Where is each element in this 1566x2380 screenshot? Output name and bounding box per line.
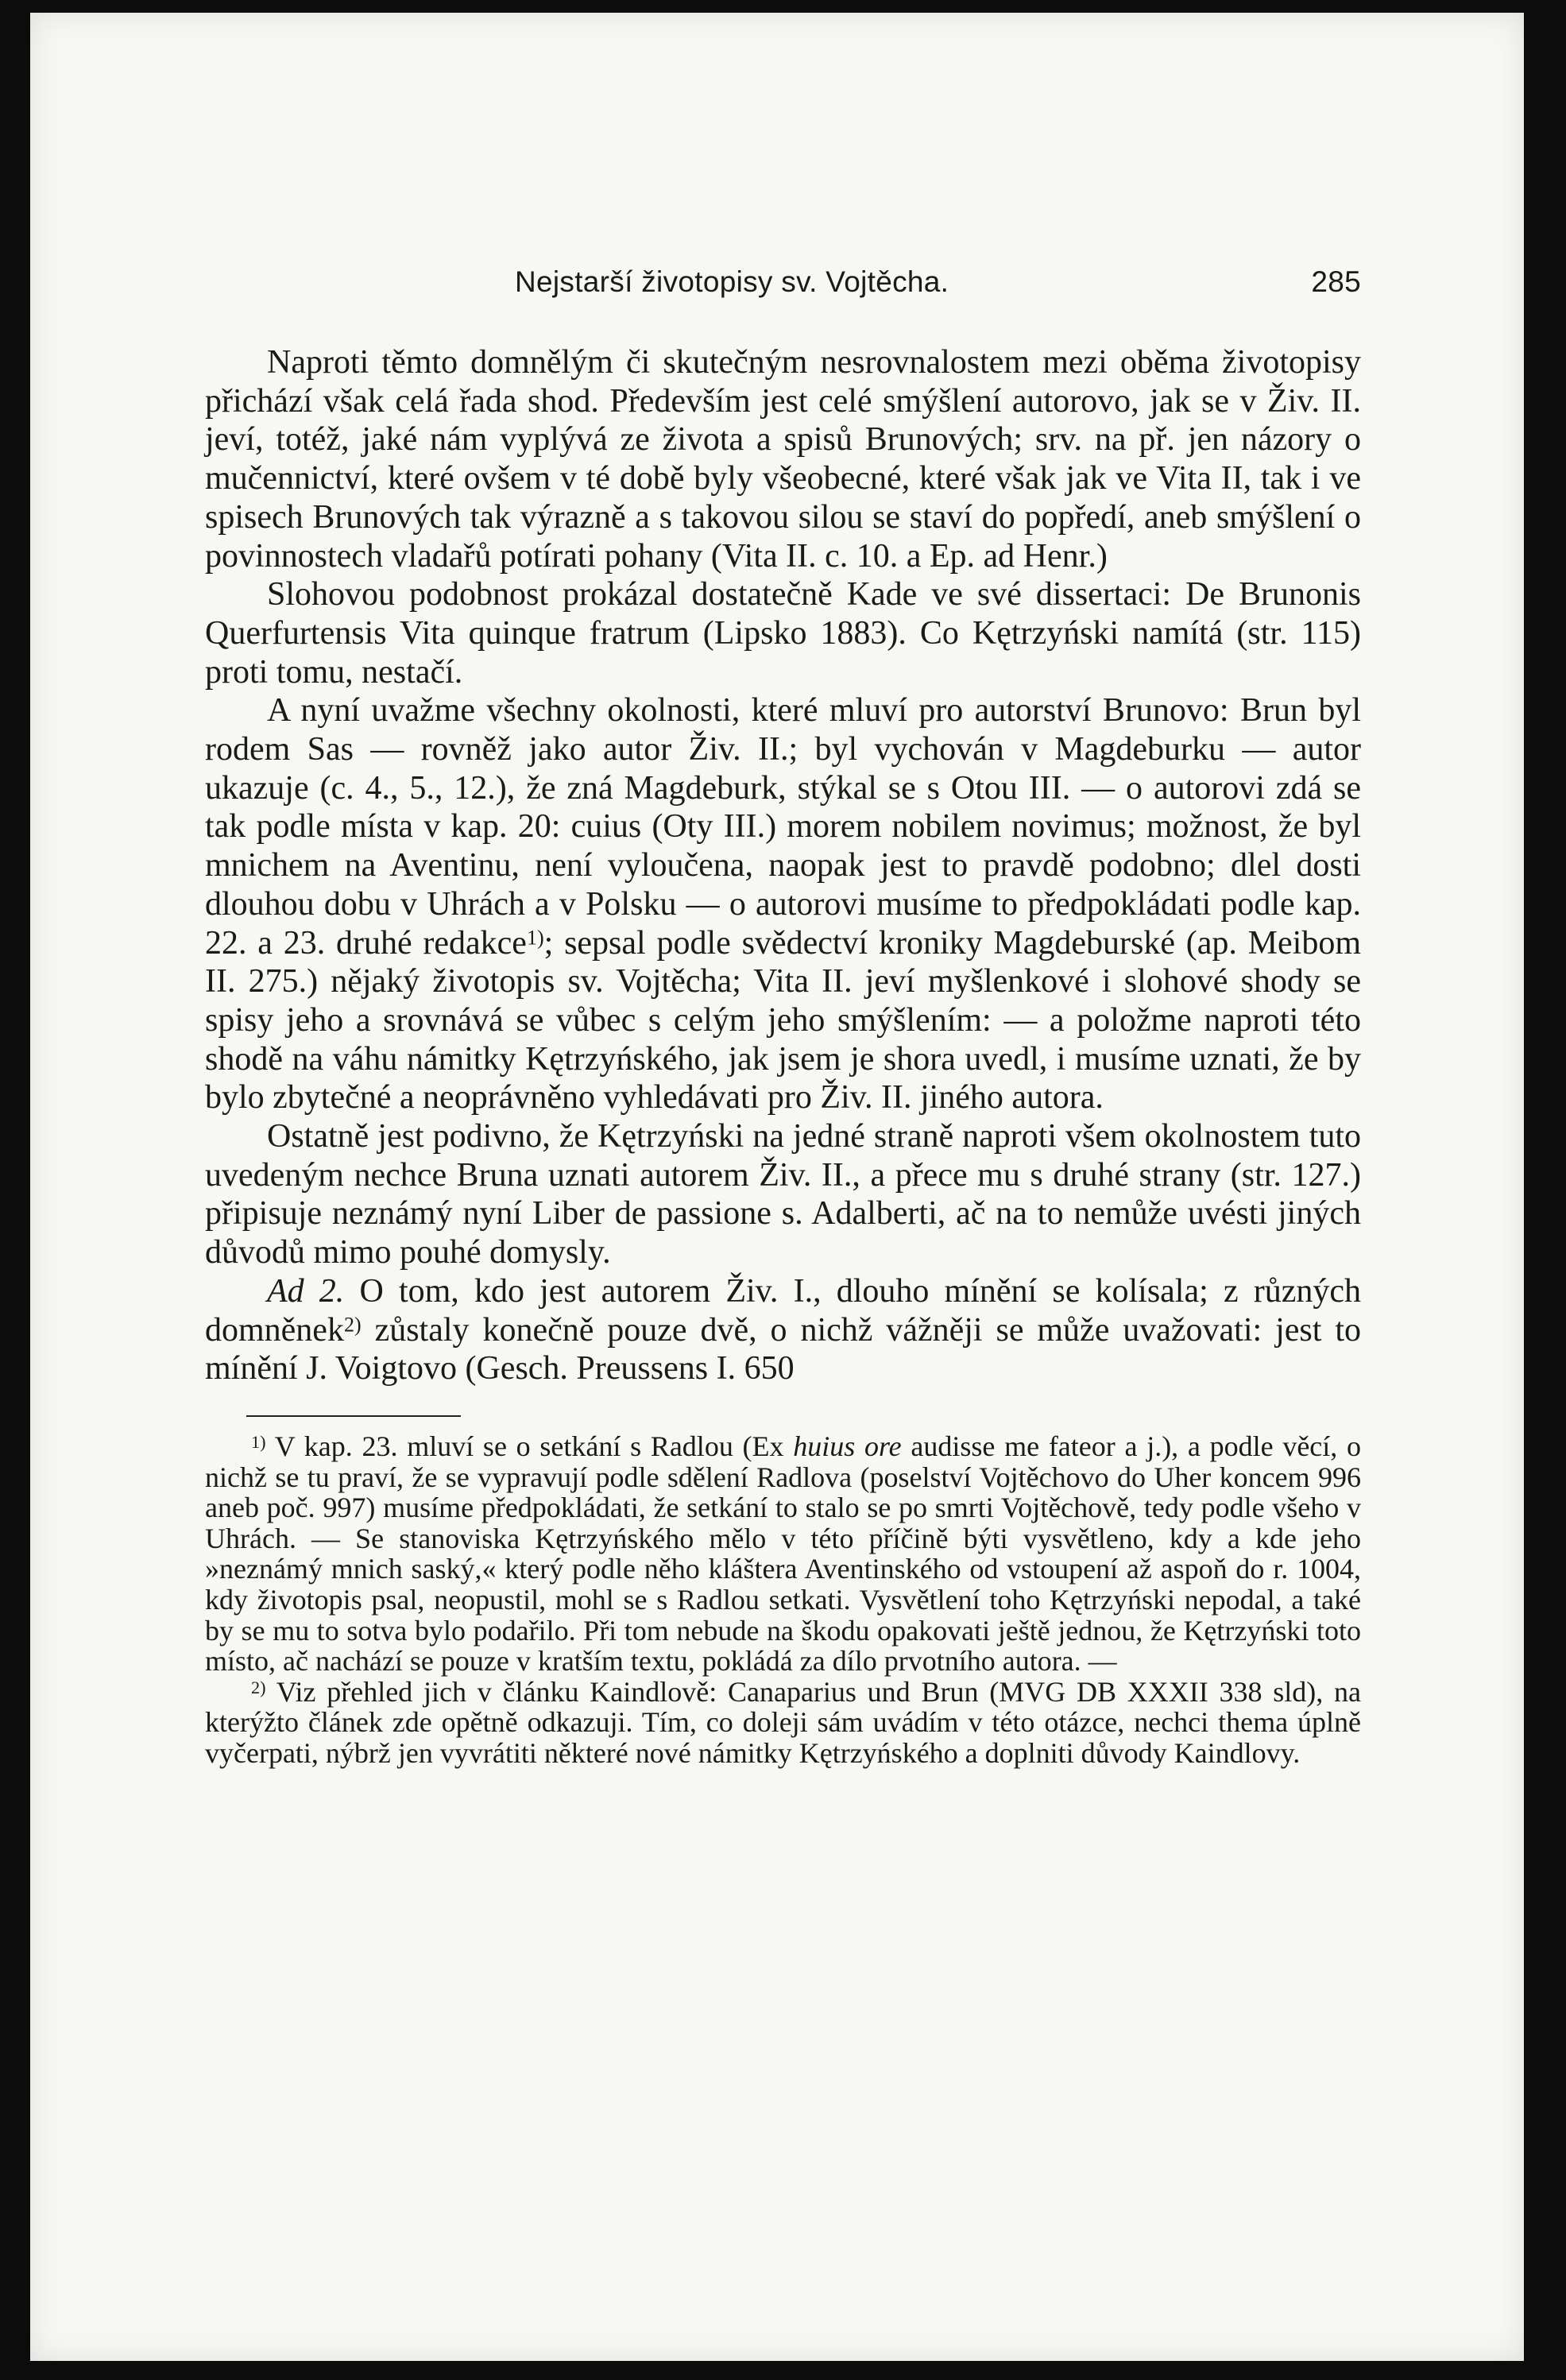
paragraph-text: zůstaly konečně pouze dvě, o nichž vážněji se může uvažovati: jest to mínění J. Voigtovo (Gesch. Preussens I. 650: [205, 1311, 1361, 1387]
footnote-reference: 2): [343, 1312, 362, 1336]
page-header: [205, 259, 1361, 307]
footnote-mark: 2): [251, 1677, 266, 1697]
page-content: [205, 259, 1361, 1769]
paragraph: [205, 575, 1361, 691]
paragraph-text: O tom, kdo jest autorem Živ. I., dlouho mínění se kolísala; z různých domněnek: [205, 1272, 1362, 1349]
footnote: [205, 1677, 1361, 1769]
book-page: [30, 13, 1524, 2361]
paragraph: [205, 343, 1361, 575]
footnote-text: V kap. 23. mluví se o setkání s Radlou (Ex: [274, 1430, 784, 1462]
paragraph-text: Ostatně jest podivno, že Kętrzyński na jedné straně naproti všem okolnostem tuto uvedeným nechce Bruna uznati autorem Živ. II., a přece mu s druhé strany (str. 127.) připisuje neznámý nyní Liber de passione s. Adalberti, ač na to nemůže uvésti jiných důvodů mimo pouhé domysly.: [205, 1118, 1361, 1271]
section-label: Ad 2.: [267, 1272, 345, 1310]
footnote-reference: 1): [526, 925, 544, 949]
footnote-text: audisse me fateor a j.), a podle věcí, o nichž se tu praví, že se vypravují podle sdělení Radlova (poselství Vojtěchovo do Uher koncem 996 aneb poč. 997) musíme předpokládati, že setkání to stalo se po smrti Vojtěchově, tedy podle všeho v Uhrách. — Se stanoviska Kętrzyńského mělo v této příčině býti vysvětleno, kdy a kde jeho »neznámý mnich saský,« který podle něho kláštera Aventinského od vstoupení až aspoň do r. 1004, kdy životopis psal, neopustil, mohl se s Radlou setkati. Vysvětlení toho Kętrzyński nepodal, a také by se mu to sotva bylo podařilo. Při tom nebude na škodu opakovati ještě jednou, že Kętrzyński toto místo, ač nachází se pouze v kratším textu, pokládá za dílo prvotního autora. —: [205, 1430, 1362, 1678]
footnote-text: Viz přehled jich v článku Kaindlově: Canaparius und Brun (MVG DB XXXII 338 sld), na kterýžto článek zde opětně odkazuji. Tím, co doleji sám uvádím v této otázce, nechci thema úplně vyčerpati, nýbrž jen vyvrátiti některé nové námitky Kętrzyńského a doplniti důvody Kaindlovy.: [205, 1675, 1361, 1769]
footnote-mark: 1): [251, 1431, 266, 1452]
paragraph: [205, 691, 1361, 1117]
footnote-divider: [246, 1415, 461, 1417]
paragraph-text: Naproti těmto domnělým či skutečným nesrovnalostem mezi oběma životopisy přichází však celá řada shod. Především jest celé smýšlení autorovo, jak se v Živ. II. jeví, totéž, jaké nám vyplývá ze života a spisů Brunových; srv. na př. jen názory o mučennictví, které ovšem v té době byly všeobecné, které však jak ve Vita II, tak i ve spisech Brunových tak výrazně a s takovou silou se staví do popředí, aneb smýšlení o povinnostech vladařů potírati pohany (Vita II. c. 10. a Ep. ad Henr.): [205, 344, 1361, 575]
paragraph: [205, 1117, 1361, 1272]
paragraph-text: ; sepsal podle svědectví kroniky Magdeburské (ap. Meibom II. 275.) nějaký životopis sv. Vojtěcha; Vita II. jeví myšlenkové i slohové shody se spisy jeho a srovnává se vůbec s celým jeho smýšlením: — a položme naproti této shodě na váhu námitky Kętrzyńského, jak jsem je shora uvedl, i musíme uznati, že by bylo zbytečné a neoprávněno vyhledávati pro Živ. II. jiného autora.: [205, 924, 1362, 1116]
paragraph: [205, 1272, 1361, 1388]
running-title: Nejstarší životopisy sv. Vojtěcha.: [515, 265, 949, 298]
footnote: [205, 1431, 1361, 1677]
paragraph-text: Slohovou podobnost prokázal dostatečně Kade ve své dissertaci: De Brunonis Querfurtensis Vita quinque fratrum (Lipsko 1883). Co Kętrzyński namítá (str. 115) proti tomu, nestačí.: [205, 576, 1361, 691]
footnote-italic-text: huius ore: [793, 1430, 902, 1462]
page-number: 285: [1311, 265, 1361, 298]
footnotes: [205, 1431, 1361, 1769]
main-text: [205, 343, 1361, 1388]
paragraph-text: A nyní uvažme všechny okolnosti, které mluví pro autorství Brunovo: Brun byl rodem Sas — rovněž jako autor Živ. II.; byl vychován v Magdeburku — autor ukazuje (c. 4., 5., 12.), že zná Magdeburk, stýkal se s Otou III. — o autorovi zdá se tak podle místa v kap. 20: cuius (Oty III.) morem nobilem novimus; možnost, že byl mnichem na Aventinu, není vyloučena, naopak jest to pravdě podobno; dlel dosti dlouhou dobu v Uhrách a v Polsku — o autorovi musíme to předpokládati podle kap. 22. a 23. druhé redakce: [205, 692, 1361, 962]
